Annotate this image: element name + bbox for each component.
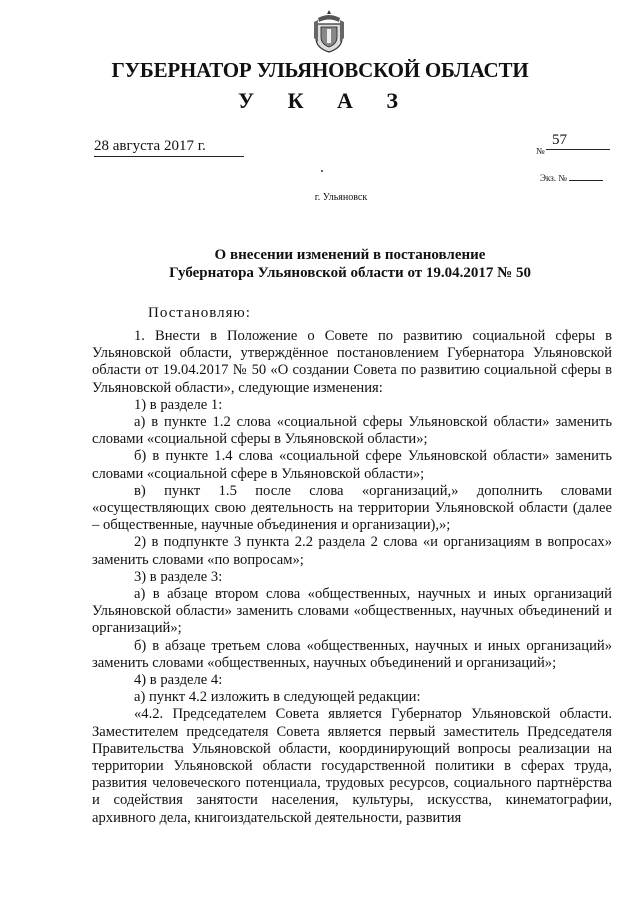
paragraph: а) в пункте 1.2 слова «социальной сферы Ульяновской области» заменить словами «социальной сферы в Ульяновской области»; (92, 414, 612, 448)
paragraph: 1. Внести в Положение о Совете по развитию социальной сферы в Ульяновской области, утверждённое постановлением Губернатора Ульяновской области от 19.04.2017 № 50 «О создании Совета по развитию социальной сферы в Ульяновской области», следующие изменения: (92, 328, 612, 396)
title-line-2: Губернатора Ульяновской области от 19.04.2017 № 50 (169, 265, 531, 281)
decree-word: Постановляю: (148, 305, 251, 321)
document-type: У К А З (237, 88, 413, 113)
copy-label: Экз. № (540, 173, 567, 183)
paragraph: б) в пункте 1.4 слова «социальной сфере Ульяновской области» заменить словами «социальной сфере в Ульяновской области»; (92, 448, 612, 482)
copy-number (540, 173, 603, 183)
coat-of-arms-icon (312, 8, 346, 54)
stamp-dot (321, 170, 323, 172)
document-number: 57 (546, 132, 610, 150)
title-line-1: О внесении изменений в постановление (214, 247, 486, 263)
paragraph: 3) в разделе 3: (134, 568, 223, 585)
paragraph: б) в абзаце третьем слова «общественных, научных и иных организаций» заменить словами «общественных, научных объединений и организаций»; (92, 637, 612, 671)
document-title (0, 246, 640, 282)
paragraph: «4.2. Председателем Совета является Губернатор Ульяновской области. Заместителем председателя Совета является первый заместитель Председателя Правительства Ульяновской области, координирующий вопросы реализации на территории Ульяновской области государственной политики в сферах труда, развития человеческого потенциала, трудовых ресурсов, социального партнёрства и содействия занятости населения, культуры, искусства, кинематографии, архивного дела, книгоиздательской деятельности, развития (92, 706, 612, 826)
copy-number-line (569, 180, 603, 181)
paragraph: а) пункт 4.2 изложить в следующей редакции: (134, 689, 421, 706)
paragraph: в) пункт 1.5 после слова «организаций,» дополнить словами «осуществляющих свою деятельность на территории Ульяновской области (далее – общественные, научные объединения и организации),»; (92, 482, 612, 534)
city: г. Ульяновск (314, 192, 368, 203)
governor-heading: ГУБЕРНАТОР УЛЬЯНОВСКОЙ ОБЛАСТИ (111, 58, 529, 82)
number-sign: № (536, 146, 545, 156)
paragraph: 1) в разделе 1: (134, 396, 223, 413)
paragraph: а) в абзаце втором слова «общественных, научных и иных организаций Ульяновской области» заменить словами «общественных, научных объединений и организаций»; (92, 586, 612, 637)
document-date: 28 августа 2017 г. (94, 138, 244, 157)
document-body (92, 328, 612, 827)
paragraph: 2) в подпункте 3 пункта 2.2 раздела 2 слова «и организациям в вопросах» заменить словами «по вопросам»; (92, 534, 612, 568)
paragraph: 4) в разделе 4: (134, 672, 223, 689)
